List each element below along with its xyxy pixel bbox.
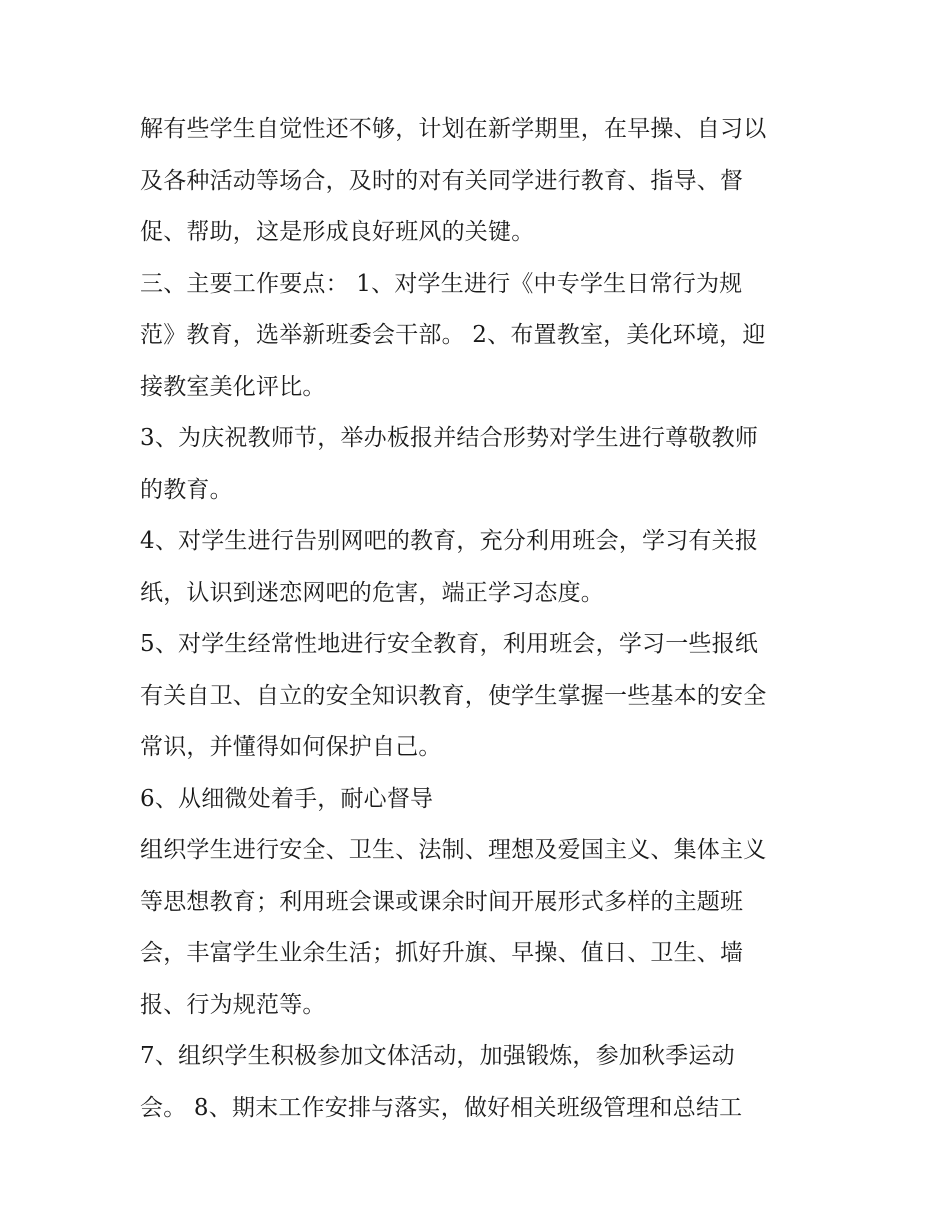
- text-line: 接教室美化评比。: [140, 373, 326, 400]
- section-heading-line: 三、主要工作要点： 1、对学生进行《中专学生日常行为规: [140, 270, 743, 297]
- list-item-6: 6、从细微处着手，耐心督导: [140, 785, 434, 812]
- text-line: 范》教育，选举新班委会干部。 2、布置教室，美化环境，迎: [140, 322, 766, 348]
- list-item-4: 4、对学生进行告别网吧的教育，充分利用班会，学习有关报: [140, 528, 759, 554]
- text-line: 报、行为规范等。: [140, 991, 326, 1018]
- text-line: 有关自卫、自立的安全知识教育，使学生掌握一些基本的安全: [140, 682, 767, 709]
- text-line: 组织学生进行安全、卫生、法制、理想及爱国主义、集体主义: [140, 837, 767, 863]
- text-line: 等思想教育；利用班会课或课余时间开展形式多样的主题班: [140, 888, 744, 915]
- text-line: 会，丰富学生业余生活；抓好升旗、早操、值日、卫生、墙: [140, 940, 744, 966]
- text-line: 及各种活动等场合，及时的对有关同学进行教育、指导、督: [140, 167, 744, 194]
- text-line: 常识，并懂得如何保护自己。: [140, 734, 442, 760]
- text-line: 促、帮助，这是形成良好班风的关键。: [140, 219, 535, 245]
- text-line: 的教育。: [140, 476, 233, 503]
- list-item-3: 3、为庆祝教师节，举办板报并结合形势对学生进行尊敬教师: [140, 425, 759, 451]
- text-line: 会。 8、期末工作安排与落实，做好相关班级管理和总结工: [140, 1094, 743, 1121]
- text-line: 解有些学生自觉性还不够，计划在新学期里，在早操、自习以: [140, 116, 767, 142]
- list-item-5: 5、对学生经常性地进行安全教育，利用班会，学习一些报纸: [140, 631, 759, 657]
- list-item-7: 7、组织学生积极参加文体活动，加强锻炼，参加秋季运动: [140, 1043, 735, 1069]
- document-body: [140, 104, 820, 1134]
- text-line: 纸，认识到迷恋网吧的危害，端正学习态度。: [140, 579, 604, 606]
